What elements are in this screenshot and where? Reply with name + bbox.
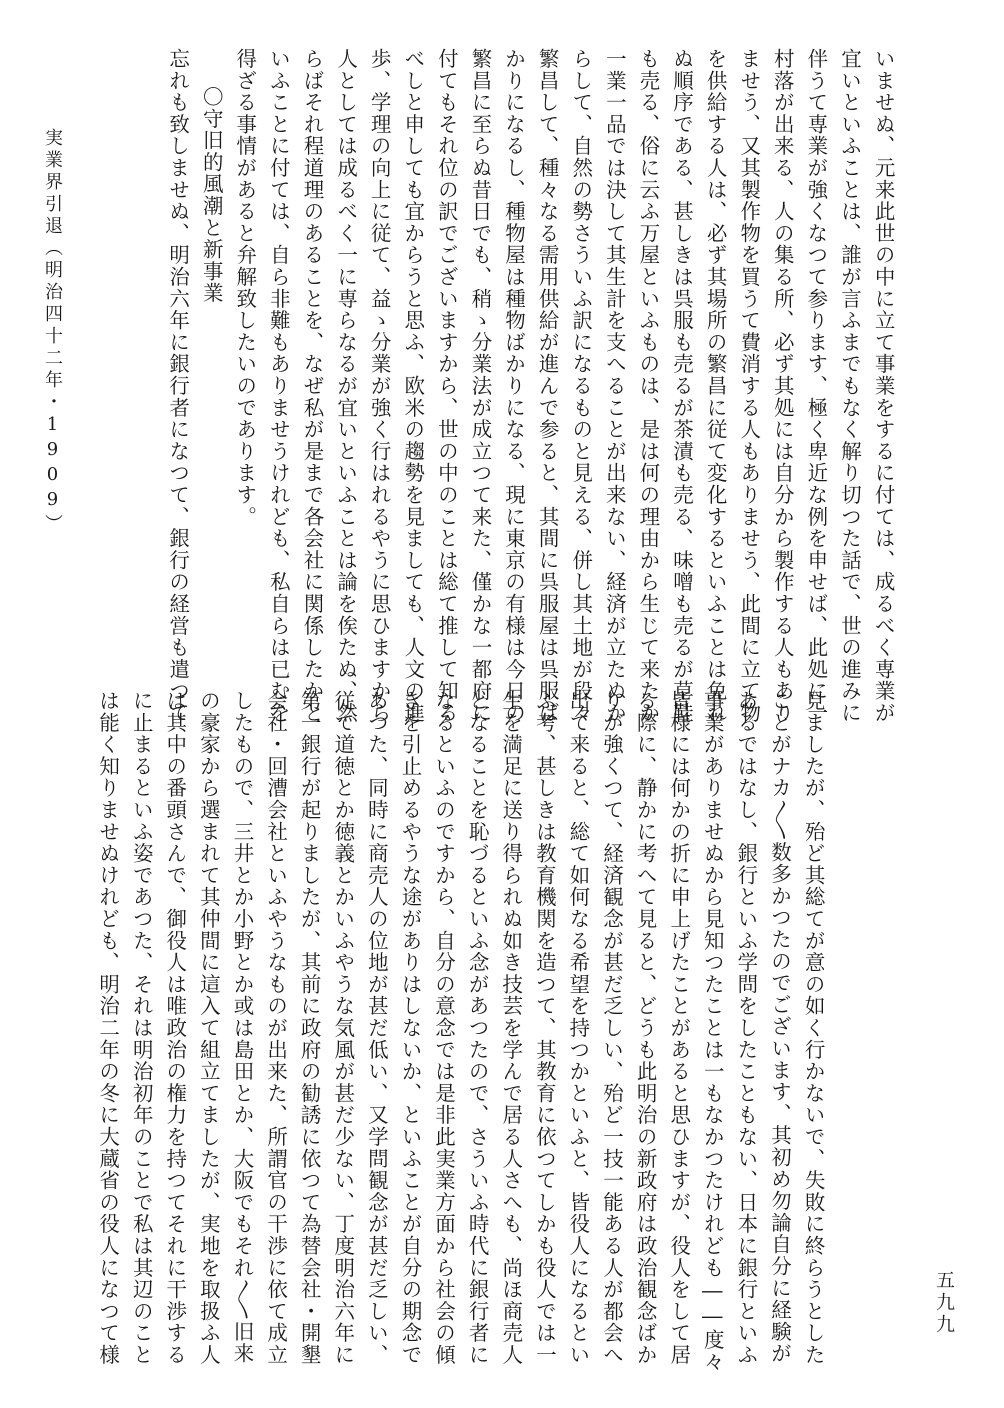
text-column: 第一銀行が起りましたが、其前に政府の勧誘に依つて為替会社・開墾 [297,690,322,1366]
text-column: したもので、三井とか小野とか或は島田とか、大阪でもそれ〳〵旧来 [229,690,254,1365]
text-column: いふことに付ては、自ら非難もありませうけれども、私自らは已むを [266,48,291,724]
text-column: 宜いといふことは、誰が言ふまでもなく解り切つた話で、世の進みに [837,48,862,724]
text-column: なるといふのですから、自分の意念では是非此実業方面から社会の傾 [431,690,456,1366]
text-column: 皆様には何かの折に申上げたことがあると思ひますが、役人をして居 [666,690,691,1366]
text-column: ふ考、甚しきは教育機関を造つて、其教育に依つてしかも役人では一 [532,690,557,1366]
text-column: 人としては成るべく一に専らなるが宜いといふことは論を俟たぬ、然 [333,48,358,724]
text-column: 村落が出来る、人の集る所、必ず其処には自分から製作する人もあり [770,48,795,724]
text-column: あつた、同時に商売人の位地が甚だ低い、又学問観念が甚だ乏しい、 [364,690,389,1366]
text-column: きを引止めるやうな途がありはしないか、といふことが自分の期念で [397,690,422,1366]
text-column: 事業がありませぬから見知つたことは一もなかつたけれども――度々 [700,690,725,1373]
text-column: 出て来ると、総て如何なる希望を持つかといふと、皆役人になるとい [565,690,590,1366]
text-column: いませぬ、元来此世の中に立て事業をするに付ては、成るべく専業が [871,48,896,724]
text-column: 生を満足に送り得られぬ如き技芸を学んで居る人さへも、尚ほ商売人 [498,690,523,1366]
text-column: らばそれ程道理のあることを、なぜ私が是まで各会社に関係したかと [299,48,324,724]
text-column: 会社・回漕会社といふやうなものが出来た、所謂官の干渉に依て成立 [263,690,288,1366]
text-column: 付てもそれ位の訳でございますから、世の中のことは総て推して知る [434,48,459,724]
page-number: 五九九 [933,1270,955,1336]
text-column: 忘れも致しませぬ、明治六年に銀行者になつて、銀行の経営も遣つて [165,48,190,724]
text-column: 繁昌して、種々なる需用供給が進んで参ると、其間に呉服屋は呉服ば [535,48,560,724]
text-column: 得ざる事情があると弁解致したいのであります。 [232,48,257,528]
text-column: となることを恥づるといふ念があつたので、さういふ時代に銀行者に [465,690,490,1366]
text-column: 見ましたが、殆ど其総てが意の如く行かないで、失敗に終らうとした [801,690,826,1366]
text-column: らして、自然の勢さういふ訳になるものと見える、併し其土地が段々 [568,48,593,724]
text-column: 歩、学理の向上に従て、益ゝ分業が強く行はれるやうに思ひますから [367,48,392,724]
text-column: りが強くつて、経済観念が甚だ乏しい、殆ど一技一能ある人が都会へ [599,690,624,1366]
text-column: 繁昌に至らぬ昔日でも、稍ゝ分業法が成立つて来た、僅かな一都府に [467,48,492,724]
text-column: は其中の番頭さんで、御役人は唯政治の権力を持つてそれに干渉する [162,690,187,1366]
section-heading: 〇守旧的風潮と新事業 [199,86,224,304]
lower-text-block [90,690,829,1373]
text-column: べしと申しても宜からうと思ふ、欧米の趨勢を見ましても、人文の進 [400,48,425,724]
text-column: る際に、静かに考へて見ると、どうも此明治の新政府は政治観念ばか [633,690,658,1366]
text-column: を供給する人は、必ず其場所の繁昌に従て変化するといふことは免れ [703,48,728,724]
text-column: に止まるといふ姿であつた、それは明治初年のことで私は其辺のこと [129,690,154,1366]
text-column: の豪家から選まれて其仲間に這入て組立てましたが、実地を取扱ふ人 [196,690,221,1366]
text-column: 一業一品では決して其生計を支へることが出来ない、経済が立たぬか [602,48,627,724]
text-column: 伴うて専業が強くなつて参ります、極く卑近な例を申せば、此処に一 [803,48,828,724]
text-column: あるではなし、銀行といふ学問をしたこともない、日本に銀行といふ [733,690,758,1366]
text-column: 従て道徳とか徳義とかいふやうな気風が甚だ少ない、丁度明治六年に [330,690,355,1366]
text-column: ぬ順序である、甚しきは呉服も売るが茶漬も売る、味噌も売るが草鞋 [669,48,694,724]
text-column: も売る、俗に云ふ万屋といふものは、是は何の理由から生じて来たか [635,48,660,724]
text-column: ませう、又其製作物を買うて費消する人もありませう、此間に立て物 [736,48,761,724]
running-title: 実業界引退（明治四十二年・1909） [42,128,63,536]
upper-text-block [160,48,899,724]
text-column: は能く知りませぬけれども、明治二年の冬に大蔵省の役人になつて様 [95,690,120,1366]
text-column: かりになるし、種物屋は種物ばかりになる、現に東京の有様は今日の [501,48,526,724]
text-column: ことがナカ〳〵数多かつたのでございます、其初め勿論自分に経験が [767,690,792,1365]
